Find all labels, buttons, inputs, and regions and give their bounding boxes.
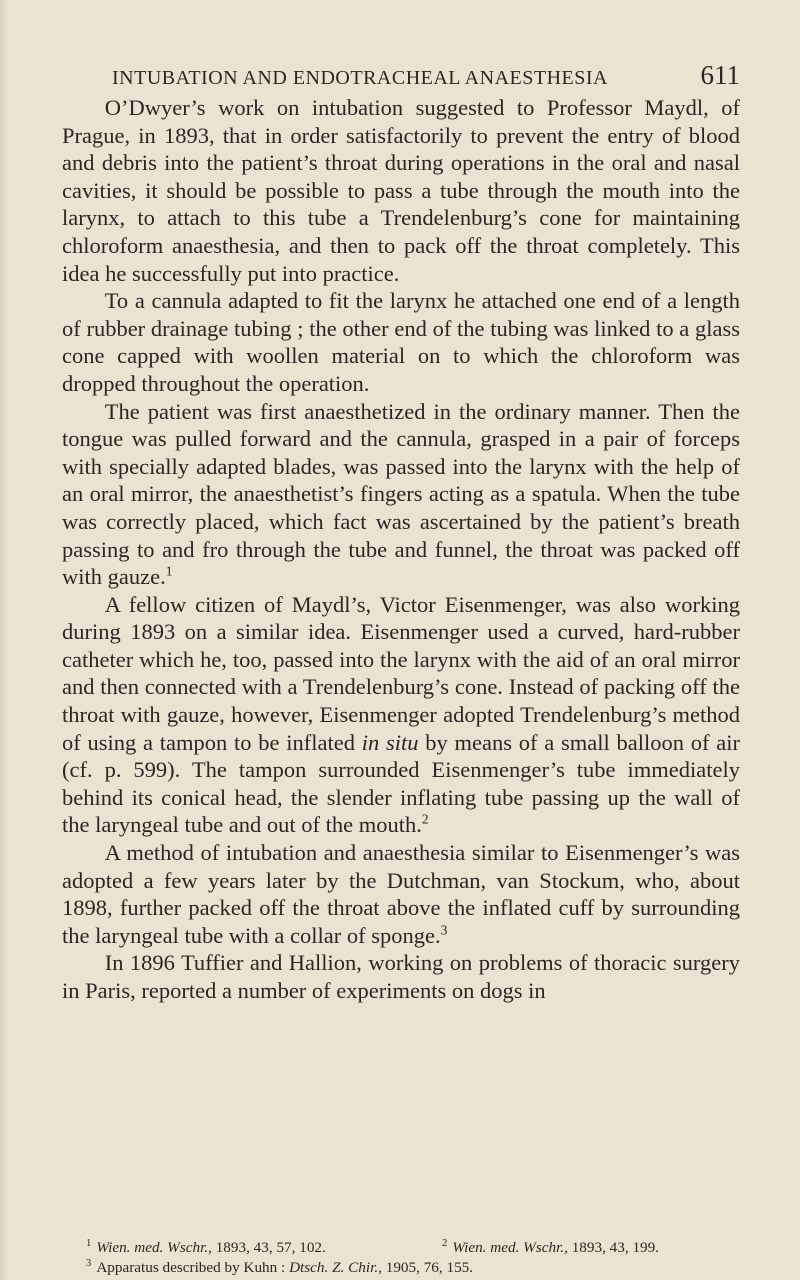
footnote-journal: Wien. med. Wschr. [452, 1239, 565, 1256]
footnote-journal: Wien. med. Wschr. [96, 1239, 209, 1256]
footnote-details: , 1905, 76, 155. [378, 1259, 474, 1276]
paragraph-text: A method of intubation and anaesthesia similar to Eisenmenger’s was adopted a few years later by the Dutchman, van Stockum, who, about 1898, further packed off the throat above the inflated cuff by surrounding the laryngeal tube with a collar of sponge. [62, 840, 740, 948]
page-binding-edge [0, 0, 8, 1280]
paragraph [62, 591, 740, 839]
footnote-ref: 1 [165, 563, 173, 579]
running-head: INTUBATION AND ENDOTRACHEAL ANAESTHESIA [112, 67, 608, 89]
paragraph-text: O’Dwyer’s work on intubation suggested to Professor Maydl, of Prague, in 1893, that in order satisfactorily to prevent the entry of blood and debris into the patient’s throat during operations in the oral and nasal cavities, it should be possible to pass a tube through the mouth into the larynx, to attach to this tube a Trendelenburg’s cone for maintaining chloroform anaesthesia, and then to pack off the throat completely. This idea he successfully put into practice. [62, 95, 740, 286]
paragraph [62, 949, 740, 1004]
page-number: 611 [700, 60, 740, 90]
paragraph [62, 398, 740, 591]
paragraph-text: A fellow citizen of Maydl’s, Victor Eisenmenger, was also working during 1893 on a similar idea. Eisenmenger used a curved, hard-rubber catheter which he, too, passed into the larynx with the aid of an oral mirror and then connected with a Trendelenburg’s cone. Instead of packing off the throat with gauze, however, Eisenmenger adopted Trendelenburg’s method of using a tampon to be inflated [62, 591, 740, 755]
footnote-mark: 1 [86, 1237, 92, 1249]
paragraph-text: by means of a small balloon of air (cf. p. 599). The tampon surrounded Eisenmenger’s tube immediately behind its conical head, the slender inflating tube passing up the wall of the laryngeal tube and out of the mouth. [62, 729, 741, 838]
footnote-ref: 2 [421, 811, 429, 827]
paragraph-text: The patient was first anaesthetized in the ordinary manner. Then the tongue was pulled forward and the cannula, grasped in a pair of forceps with specially adapted blades, was passed into the larynx with the help of an oral mirror, the anaesthetist’s fingers acting as a spatula. When the tube was correctly placed, which fact was ascertained by the patient’s breath passing to and fro through the tube and funnel, the throat was packed off with gauze. [62, 398, 740, 590]
paragraph [62, 94, 740, 287]
footnote-line [62, 1258, 740, 1278]
page-header [112, 60, 740, 91]
footnote-line [62, 1238, 740, 1258]
footnote-2 [438, 1238, 659, 1258]
paragraph [62, 839, 740, 949]
footnote-1 [62, 1238, 438, 1258]
footnotes [62, 1238, 740, 1278]
paragraph [62, 287, 740, 397]
footnote-journal: Dtsch. Z. Chir. [289, 1259, 379, 1276]
body-text [62, 94, 740, 1005]
paragraph-text: To a cannula adapted to fit the larynx he attached one end of a length of rubber drainage tubing ; the other end of the tubing was linked to a glass cone capped with woollen material on to which the chloroform was dropped throughout the operation. [62, 288, 740, 396]
footnote-ref: 3 [440, 922, 448, 938]
footnote-text: Apparatus described by Kuhn : [96, 1259, 290, 1276]
footnote-mark: 2 [442, 1237, 448, 1249]
footnote-3 [62, 1258, 473, 1278]
footnote-mark: 3 [86, 1257, 92, 1269]
footnote-details: , 1893, 43, 57, 102. [208, 1239, 326, 1256]
italic-text: in situ [361, 729, 419, 755]
paragraph-text: In 1896 Tuffier and Hallion, working on problems of thoracic surgery in Paris, reported a number of experiments on dogs in [62, 950, 740, 1003]
footnote-details: , 1893, 43, 199. [564, 1239, 660, 1256]
